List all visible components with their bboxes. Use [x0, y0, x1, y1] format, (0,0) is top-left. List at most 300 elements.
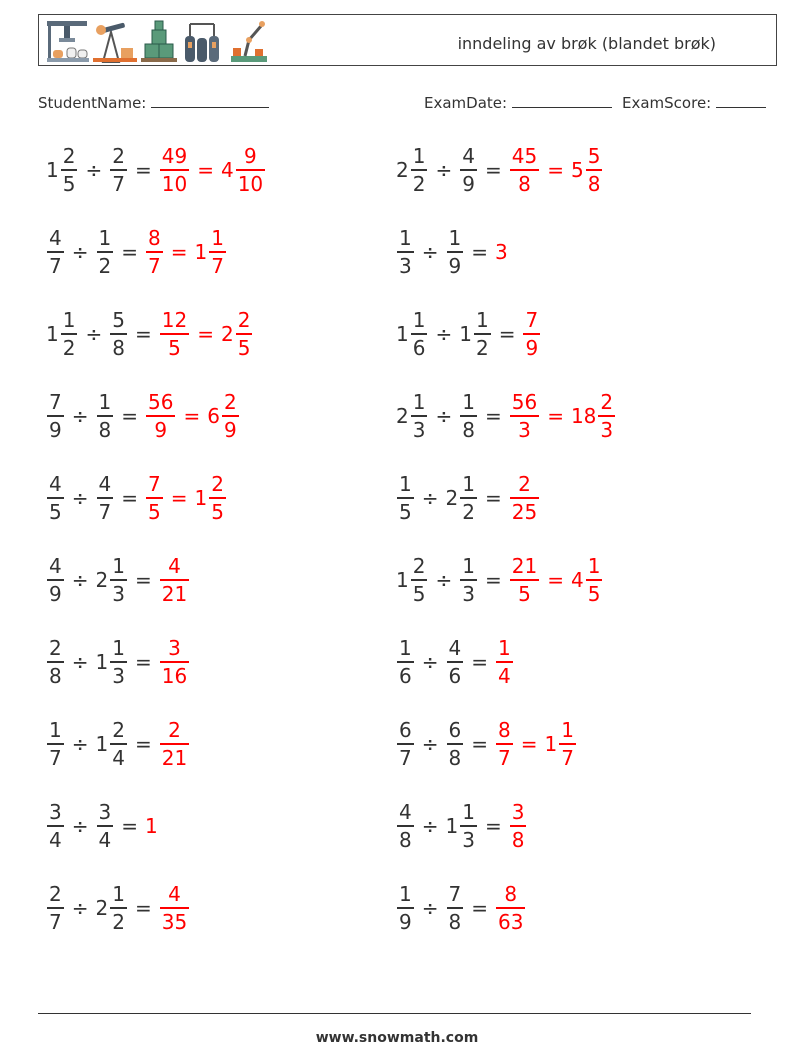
divide-sign: ÷ — [435, 322, 453, 346]
fraction-stack — [146, 471, 163, 525]
equals-sign: = — [484, 568, 502, 592]
fraction — [396, 881, 415, 935]
equals-sign: = — [471, 896, 488, 920]
denominator: 7 — [148, 253, 161, 278]
robot-arm-icon — [231, 21, 267, 62]
student-name-field[interactable] — [38, 93, 269, 112]
fraction — [446, 225, 465, 279]
whole-part: 1 — [396, 322, 409, 346]
gas-cylinders-icon — [185, 24, 219, 62]
denominator: 5 — [518, 581, 531, 606]
denominator: 2 — [412, 171, 426, 196]
equals-sign: = — [471, 650, 488, 674]
denominator: 4 — [98, 827, 112, 852]
fraction — [96, 225, 115, 279]
answer-fraction — [545, 717, 577, 771]
divide-sign: ÷ — [71, 814, 89, 838]
equals-sign: = — [484, 486, 502, 510]
numerator: 1 — [412, 308, 426, 333]
whole-part: 4 — [220, 158, 234, 182]
equals-sign: = — [134, 650, 152, 674]
fraction-stack — [160, 635, 189, 689]
whole-part: 5 — [570, 158, 584, 182]
numerator: 5 — [587, 144, 601, 169]
answer-value: = — [547, 158, 564, 182]
divide-sign: ÷ — [421, 814, 439, 838]
answer-fraction — [159, 143, 190, 197]
answer-value: = — [547, 568, 564, 592]
answer-value: = — [170, 240, 188, 264]
denominator: 5 — [587, 581, 601, 606]
answer-fraction — [495, 881, 526, 935]
divide-sign: ÷ — [421, 486, 439, 510]
fraction-stack — [460, 471, 477, 525]
numerator: 1 — [112, 636, 125, 661]
oil-pump-icon — [93, 22, 137, 62]
fraction — [46, 225, 65, 279]
equals-sign: = — [134, 896, 152, 920]
press-machine-icon — [47, 21, 89, 62]
answer-fraction — [571, 389, 616, 443]
crates-icon — [141, 21, 177, 62]
numerator: 1 — [587, 554, 601, 579]
numerator: 12 — [161, 308, 188, 333]
numerator: 1 — [211, 226, 224, 251]
fraction-stack — [209, 471, 226, 525]
denominator: 8 — [399, 827, 412, 852]
equals-sign: = — [121, 486, 138, 510]
fraction-stack — [496, 717, 513, 771]
equals-sign: = — [471, 732, 488, 756]
denominator: 7 — [399, 745, 412, 770]
numerator: 4 — [49, 226, 62, 251]
denominator: 9 — [223, 417, 237, 442]
answer-fraction — [145, 389, 176, 443]
numerator: 9 — [244, 144, 257, 169]
whole-part: 6 — [207, 404, 220, 428]
whole-part: 1 — [95, 650, 109, 674]
denominator: 2 — [475, 335, 489, 360]
fraction-stack — [447, 881, 464, 935]
fraction — [96, 799, 115, 853]
whole-part: 4 — [570, 568, 584, 592]
divide-sign: ÷ — [71, 732, 89, 756]
fraction-stack — [460, 799, 477, 853]
numerator: 49 — [161, 144, 188, 169]
problem-18 — [396, 796, 527, 856]
denominator: 9 — [525, 335, 539, 360]
answer-fraction — [159, 635, 190, 689]
denominator: 8 — [112, 335, 125, 360]
problem-13 — [46, 632, 190, 692]
fraction — [46, 635, 65, 689]
fraction — [96, 553, 128, 607]
fraction-stack — [222, 389, 239, 443]
fraction — [396, 307, 428, 361]
denominator: 3 — [412, 417, 426, 442]
fraction — [46, 389, 65, 443]
problem-15 — [46, 714, 190, 774]
fraction — [96, 389, 115, 443]
fraction-stack — [460, 389, 477, 443]
numerator: 2 — [223, 390, 237, 415]
answer-fraction — [221, 307, 253, 361]
fraction-stack — [510, 143, 539, 197]
denominator: 3 — [112, 581, 125, 606]
fraction-stack — [397, 635, 414, 689]
answer-fraction — [221, 143, 266, 197]
numerator: 1 — [561, 718, 574, 743]
equals-sign: = — [484, 814, 502, 838]
fraction-stack — [411, 143, 428, 197]
numerator: 4 — [462, 144, 475, 169]
fraction-stack — [397, 799, 414, 853]
numerator: 1 — [399, 882, 412, 907]
answer-value: = — [197, 322, 214, 346]
answer-fraction — [145, 225, 164, 279]
numerator: 1 — [62, 308, 76, 333]
answer-fraction — [195, 225, 227, 279]
fraction — [46, 553, 65, 607]
fraction — [459, 143, 478, 197]
denominator: 7 — [498, 745, 511, 770]
whole-part: 1 — [544, 732, 558, 756]
equals-sign: = — [134, 568, 152, 592]
numerator: 4 — [399, 800, 412, 825]
denominator: 21 — [161, 581, 188, 606]
problem-3 — [46, 222, 227, 282]
fraction-stack — [510, 471, 539, 525]
answer-value: = — [183, 404, 201, 428]
equals-sign: = — [471, 240, 488, 264]
denominator: 9 — [154, 417, 168, 442]
whole-part: 1 — [396, 568, 409, 592]
numerator: 4 — [168, 554, 181, 579]
fraction-stack — [397, 881, 414, 935]
problem-1 — [46, 140, 266, 200]
numerator: 8 — [148, 226, 161, 251]
denominator: 7 — [112, 171, 125, 196]
answer-fraction — [159, 553, 190, 607]
fraction-stack — [209, 225, 226, 279]
fraction-stack — [146, 389, 175, 443]
numerator: 56 — [148, 390, 174, 415]
whole-part: 1 — [459, 322, 472, 346]
fraction-stack — [411, 307, 428, 361]
fraction-stack — [397, 717, 414, 771]
numerator: 3 — [49, 800, 62, 825]
fraction-stack — [586, 553, 603, 607]
numerator: 1 — [462, 800, 475, 825]
denominator: 7 — [211, 253, 224, 278]
denominator: 3 — [112, 663, 125, 688]
fraction-stack — [397, 471, 414, 525]
fraction — [396, 389, 428, 443]
divide-sign: ÷ — [71, 240, 89, 264]
exam-date-field[interactable] — [424, 93, 612, 112]
fraction-stack — [160, 307, 189, 361]
numerator: 21 — [511, 554, 538, 579]
numerator: 1 — [462, 390, 475, 415]
answer-value: = — [170, 486, 188, 510]
answer-fraction — [145, 471, 164, 525]
numerator: 2 — [49, 882, 62, 907]
answer-fraction — [159, 307, 190, 361]
divide-sign: ÷ — [71, 568, 89, 592]
fraction-stack — [61, 307, 78, 361]
numerator: 2 — [168, 718, 181, 743]
worksheet-header — [38, 14, 777, 66]
answer-value: 3 — [495, 240, 508, 264]
whole-part: 2 — [445, 486, 459, 510]
numerator: 2 — [600, 390, 614, 415]
divide-sign: ÷ — [435, 404, 453, 428]
fraction — [446, 471, 478, 525]
fraction-stack — [559, 717, 576, 771]
numerator: 6 — [448, 718, 462, 743]
problem-5 — [46, 304, 253, 364]
problem-20 — [396, 878, 526, 938]
problem-11 — [46, 550, 190, 610]
fraction-stack — [447, 717, 464, 771]
fraction-stack — [110, 881, 127, 935]
fraction-stack — [47, 553, 64, 607]
divide-sign: ÷ — [421, 650, 439, 674]
answer-value: = — [547, 404, 564, 428]
divide-sign: ÷ — [71, 896, 89, 920]
numerator: 3 — [511, 800, 525, 825]
denominator: 4 — [49, 827, 62, 852]
fraction-stack — [586, 143, 603, 197]
denominator: 7 — [49, 745, 62, 770]
numerator: 2 — [412, 554, 426, 579]
fraction — [396, 717, 415, 771]
numerator: 1 — [399, 226, 412, 251]
answer-value: = — [520, 732, 538, 756]
problem-10 — [396, 468, 540, 528]
denominator: 10 — [161, 171, 188, 196]
denominator: 3 — [600, 417, 614, 442]
fraction-stack — [496, 635, 513, 689]
whole-part: 2 — [396, 158, 409, 182]
numerator: 56 — [511, 390, 538, 415]
problem-7 — [46, 386, 240, 446]
whole-part: 2 — [396, 404, 409, 428]
numerator: 2 — [518, 472, 531, 497]
numerator: 1 — [112, 554, 125, 579]
problem-4 — [396, 222, 515, 282]
answer-fraction — [522, 307, 541, 361]
numerator: 3 — [168, 636, 181, 661]
fraction-stack — [97, 799, 114, 853]
numerator: 4 — [49, 554, 62, 579]
numerator: 1 — [498, 636, 511, 661]
denominator: 5 — [168, 335, 181, 360]
numerator: 7 — [148, 472, 161, 497]
whole-part: 18 — [570, 404, 597, 428]
answer-value: 1 — [145, 814, 158, 838]
fraction-stack — [510, 799, 527, 853]
denominator: 3 — [462, 581, 475, 606]
numerator: 4 — [168, 882, 181, 907]
numerator: 2 — [211, 472, 224, 497]
fraction — [96, 717, 128, 771]
divide-sign: ÷ — [71, 650, 89, 674]
answer-fraction — [509, 553, 540, 607]
fraction-stack — [411, 389, 428, 443]
numerator: 4 — [49, 472, 62, 497]
denominator: 10 — [237, 171, 264, 196]
problem-8 — [396, 386, 616, 446]
fraction — [46, 471, 65, 525]
problem-9 — [46, 468, 227, 528]
fraction-stack — [160, 553, 189, 607]
denominator: 5 — [211, 499, 224, 524]
fraction-stack — [397, 225, 414, 279]
denominator: 6 — [448, 663, 462, 688]
answer-fraction — [207, 389, 239, 443]
denominator: 8 — [448, 745, 462, 770]
equals-sign: = — [498, 322, 516, 346]
denominator: 7 — [98, 499, 112, 524]
numerator: 4 — [98, 472, 112, 497]
problem-19 — [46, 878, 190, 938]
fraction-stack — [110, 143, 127, 197]
fraction — [96, 471, 115, 525]
numerator: 1 — [412, 144, 426, 169]
numerator: 6 — [399, 718, 412, 743]
denominator: 5 — [62, 171, 76, 196]
denominator: 7 — [49, 253, 62, 278]
fraction — [446, 799, 478, 853]
fraction-stack — [47, 799, 64, 853]
denominator: 63 — [498, 909, 524, 934]
fraction — [396, 799, 415, 853]
denominator: 3 — [518, 417, 531, 442]
divide-sign: ÷ — [421, 732, 439, 756]
denominator: 3 — [399, 253, 412, 278]
denominator: 2 — [112, 909, 125, 934]
whole-part: 2 — [220, 322, 234, 346]
fraction — [446, 881, 465, 935]
denominator: 4 — [498, 663, 511, 688]
fraction — [46, 881, 65, 935]
fraction — [46, 717, 65, 771]
fraction — [46, 307, 78, 361]
denominator: 8 — [98, 417, 112, 442]
numerator: 1 — [462, 472, 475, 497]
divide-sign: ÷ — [85, 158, 103, 182]
answer-fraction — [509, 389, 540, 443]
fraction-stack — [61, 143, 78, 197]
numerator: 1 — [98, 226, 112, 251]
denominator: 7 — [561, 745, 574, 770]
denominator: 9 — [49, 581, 62, 606]
denominator: 2 — [62, 335, 76, 360]
fraction-stack — [47, 225, 64, 279]
exam-score-field[interactable] — [622, 93, 766, 112]
denominator: 5 — [49, 499, 62, 524]
student-name-blank[interactable] — [151, 93, 269, 108]
divide-sign: ÷ — [435, 568, 453, 592]
fraction-stack — [110, 635, 127, 689]
numerator: 2 — [237, 308, 251, 333]
fraction — [109, 143, 128, 197]
denominator: 9 — [448, 253, 462, 278]
divide-sign: ÷ — [71, 486, 89, 510]
equals-sign: = — [121, 814, 138, 838]
fraction-stack — [97, 471, 114, 525]
fraction-stack — [496, 881, 525, 935]
fraction-stack — [97, 389, 114, 443]
fraction-stack — [47, 635, 64, 689]
whole-part: 2 — [95, 568, 109, 592]
problem-6 — [396, 304, 541, 364]
fraction-stack — [160, 143, 189, 197]
numerator: 3 — [98, 800, 112, 825]
exam-date-blank[interactable] — [512, 93, 612, 108]
numerator: 1 — [98, 390, 112, 415]
problem-17 — [46, 796, 165, 856]
fraction-stack — [236, 143, 265, 197]
denominator: 8 — [587, 171, 601, 196]
answer-fraction — [571, 553, 603, 607]
equals-sign: = — [134, 158, 152, 182]
numerator: 5 — [112, 308, 125, 333]
whole-part: 1 — [445, 814, 459, 838]
fraction-stack — [598, 389, 615, 443]
fraction-stack — [510, 553, 539, 607]
fraction — [459, 307, 491, 361]
fraction-stack — [110, 717, 127, 771]
divide-sign: ÷ — [435, 158, 453, 182]
student-name-label: StudentName: — [38, 94, 147, 112]
fraction-stack — [97, 225, 114, 279]
fraction-stack — [236, 307, 253, 361]
whole-part: 1 — [194, 486, 208, 510]
fraction — [96, 635, 128, 689]
denominator: 8 — [511, 827, 525, 852]
numerator: 4 — [448, 636, 462, 661]
denominator: 21 — [161, 745, 188, 770]
denominator: 8 — [462, 417, 475, 442]
answer-fraction — [159, 717, 190, 771]
exam-date-label: ExamDate: — [424, 94, 508, 112]
denominator: 2 — [462, 499, 475, 524]
fraction-stack — [47, 471, 64, 525]
denominator: 8 — [49, 663, 62, 688]
fraction — [109, 307, 128, 361]
whole-part: 1 — [194, 240, 208, 264]
numerator: 7 — [448, 882, 462, 907]
divide-sign: ÷ — [421, 896, 439, 920]
whole-part: 1 — [46, 158, 59, 182]
fraction-stack — [110, 553, 127, 607]
answer-fraction — [571, 143, 603, 197]
fraction — [459, 553, 478, 607]
exam-score-blank[interactable] — [716, 93, 766, 108]
answer-fraction — [159, 881, 190, 935]
fraction — [396, 225, 415, 279]
fraction-stack — [411, 553, 428, 607]
fraction — [396, 471, 415, 525]
footer-url: www.snowmath.com — [315, 1030, 479, 1046]
fraction-stack — [523, 307, 540, 361]
numerator: 1 — [475, 308, 489, 333]
denominator: 6 — [412, 335, 426, 360]
denominator: 5 — [237, 335, 251, 360]
fraction — [396, 143, 428, 197]
